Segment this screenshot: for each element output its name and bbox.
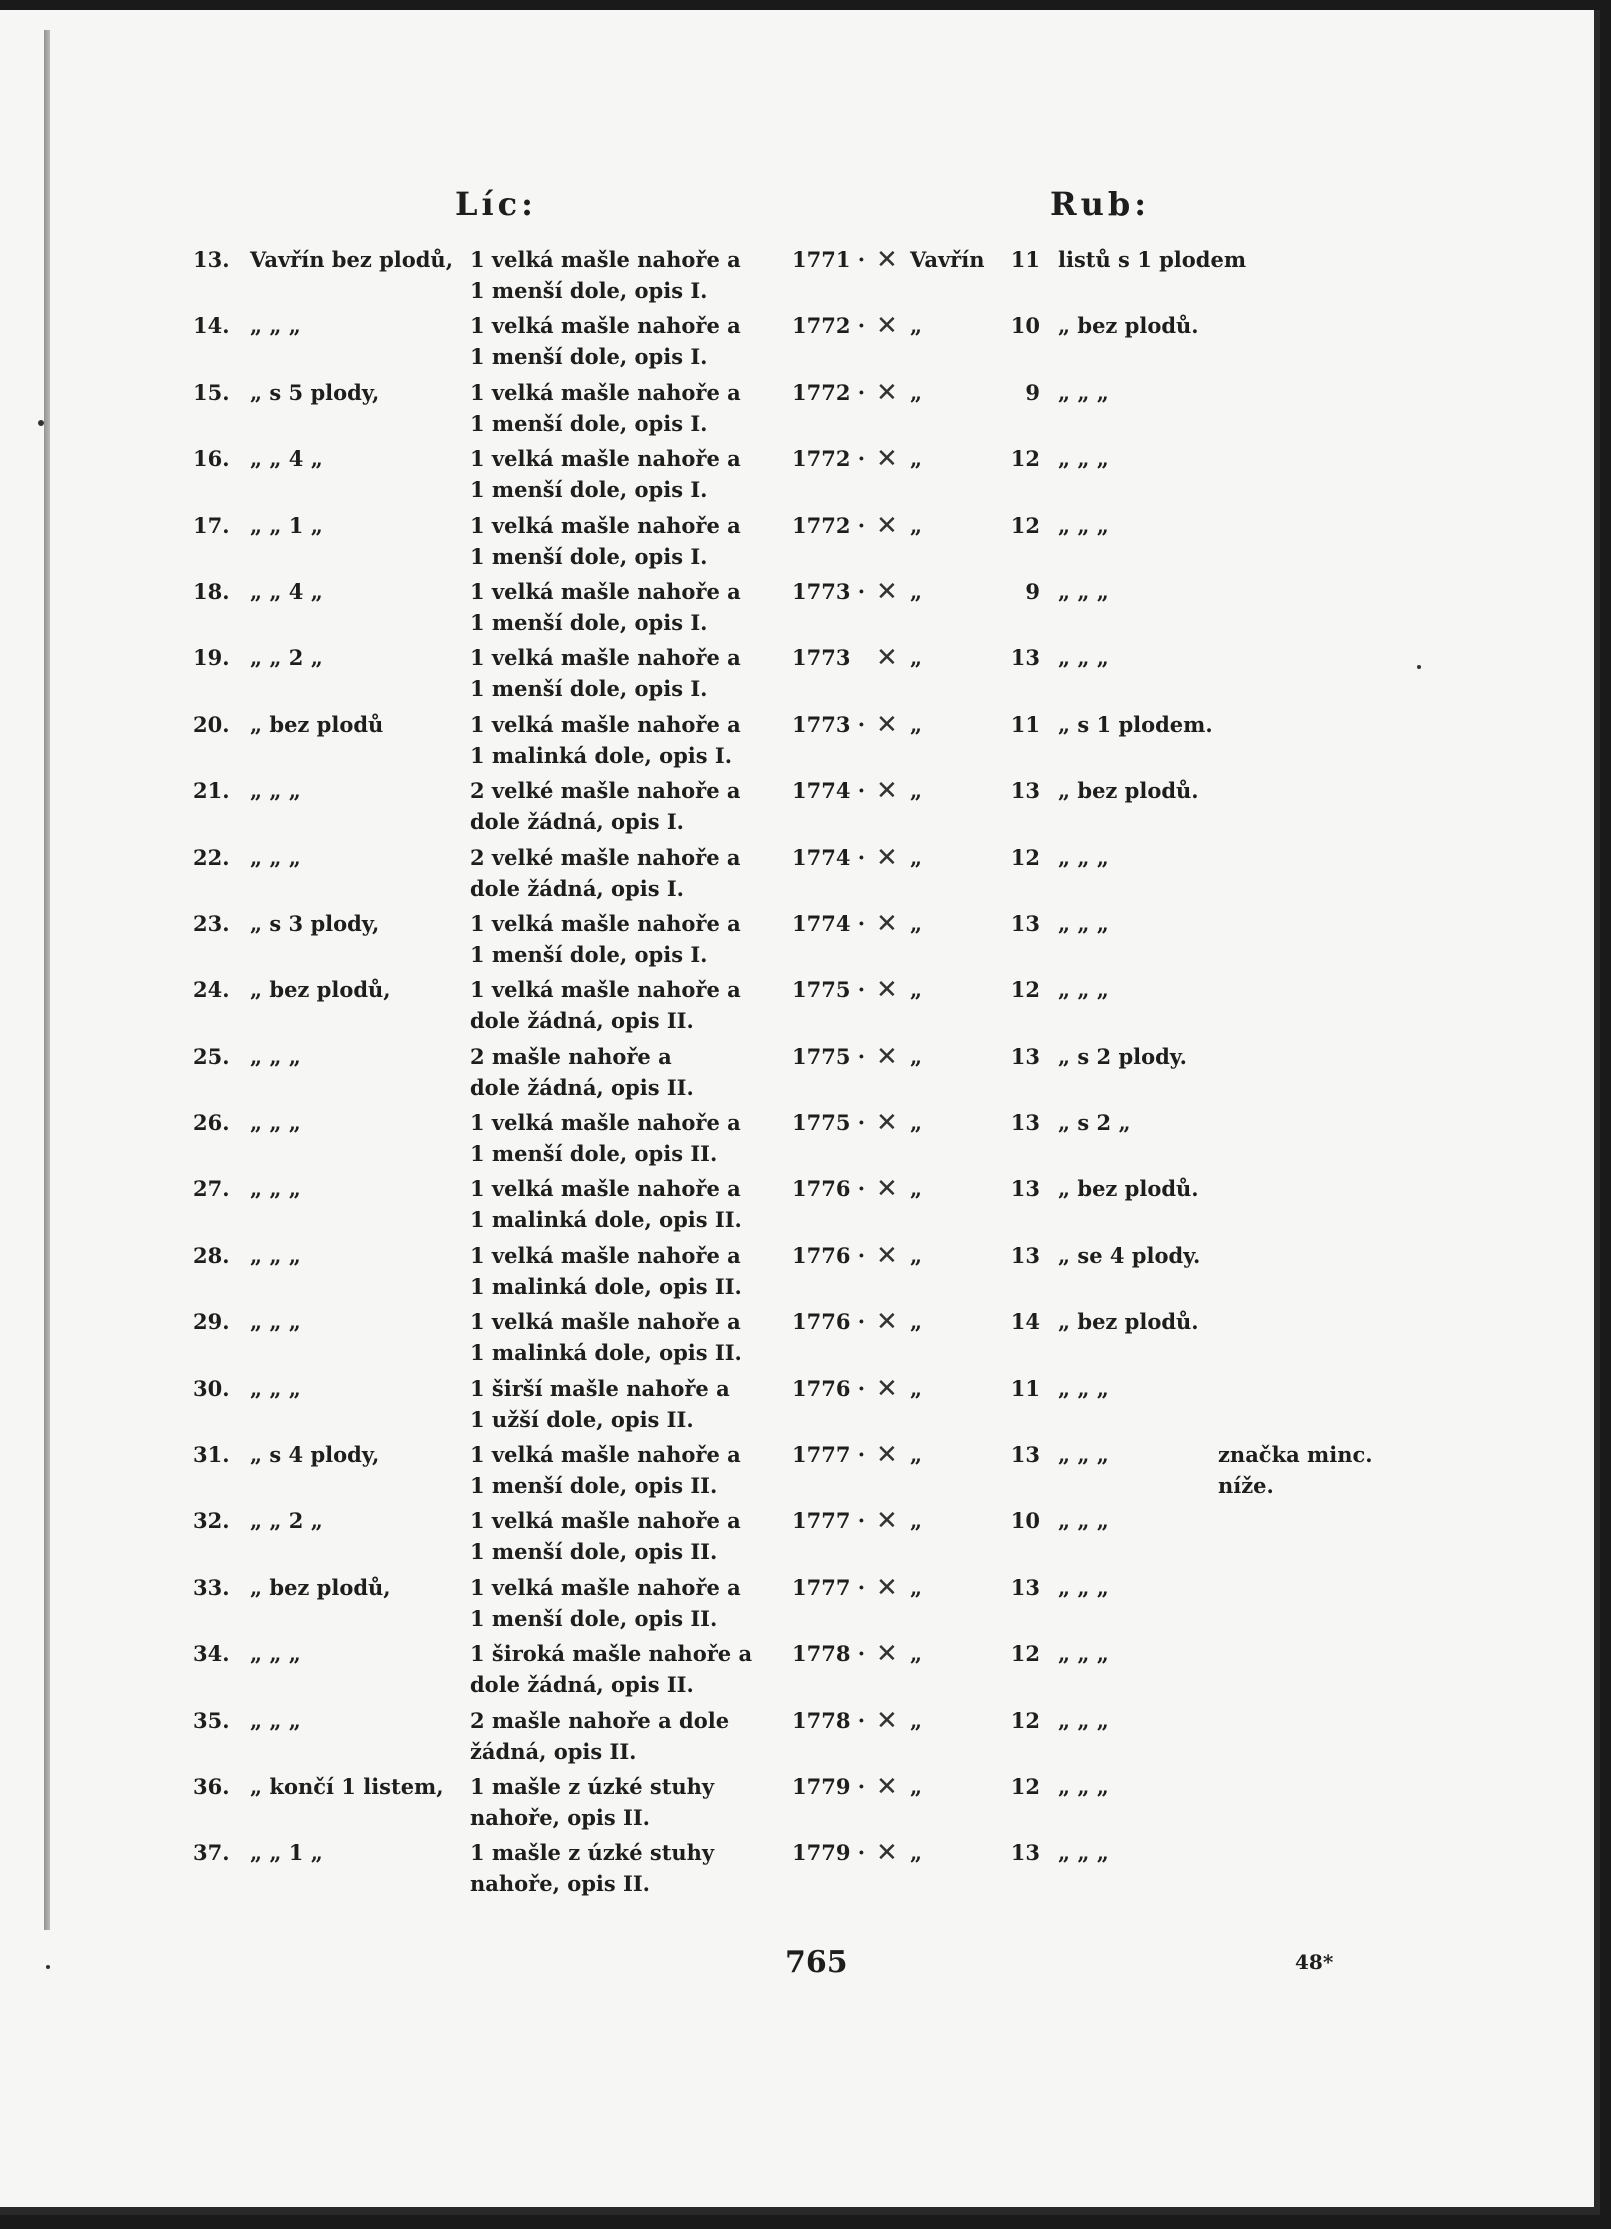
obverse-description: „ končí 1 listem, — [250, 1773, 444, 1799]
reverse-description: „ — [910, 1242, 923, 1268]
obverse-detail-line1: 1 velká mašle nahoře a — [470, 578, 741, 604]
entry-number: 16. — [193, 446, 230, 472]
cross-mark: ✕ — [876, 1572, 898, 1603]
obverse-detail-line1: 1 velká mašle nahoře a — [470, 645, 741, 671]
obverse-detail-line2: 1 menší dole, opis II. — [470, 1539, 718, 1565]
reverse-description: „ — [910, 379, 923, 405]
obverse-detail-line1: 1 velká mašle nahoře a — [470, 1574, 741, 1600]
obverse-detail-line2: 1 malinká dole, opis II. — [470, 1273, 742, 1299]
reverse-detail: „ s 2 plody. — [1058, 1043, 1187, 1069]
obverse-description: „ „ „ — [250, 1110, 301, 1136]
obverse-description: „ „ 4 „ — [250, 446, 323, 472]
obverse-detail-line2: 1 menší dole, opis II. — [470, 1605, 718, 1631]
reverse-description: „ — [910, 446, 923, 472]
entry-number: 35. — [193, 1707, 230, 1733]
obverse-detail-line1: 1 velká mašle nahoře a — [470, 977, 741, 1003]
leaf-count: 13 — [1010, 778, 1040, 804]
entry-year: 1777 · — [792, 1508, 866, 1534]
cross-mark: ✕ — [876, 1639, 898, 1670]
obverse-description: „ bez plodů — [250, 711, 384, 737]
leaf-count: 11 — [1010, 247, 1040, 272]
entry-year: 1773 · — [792, 578, 866, 604]
obverse-detail-line1: 2 velké mašle nahoře a — [470, 844, 741, 870]
entry-number: 18. — [193, 578, 230, 604]
cross-mark: ✕ — [876, 311, 898, 342]
reverse-detail: „ „ „ — [1058, 1574, 1109, 1600]
cross-mark: ✕ — [876, 975, 898, 1006]
table-row — [0, 1375, 1600, 1441]
entry-year: 1776 · — [792, 1176, 866, 1202]
entry-number: 21. — [193, 778, 230, 804]
table-row — [0, 777, 1600, 843]
cross-mark: ✕ — [876, 1307, 898, 1338]
entry-number: 15. — [193, 379, 230, 405]
cross-mark: ✕ — [876, 245, 898, 275]
table-row — [0, 1109, 1600, 1175]
table-row — [0, 644, 1600, 710]
obverse-detail-line2: 1 menší dole, opis I. — [470, 543, 708, 569]
obverse-detail-line2: 1 menší dole, opis I. — [470, 278, 708, 303]
obverse-detail-line2: 1 menší dole, opis I. — [470, 477, 708, 503]
reverse-detail: „ „ „ — [1058, 578, 1109, 604]
reverse-description: „ — [910, 1840, 923, 1866]
entry-number: 23. — [193, 910, 230, 936]
obverse-detail-line2: 1 menší dole, opis II. — [470, 1141, 718, 1167]
obverse-detail-line2: žádná, opis II. — [470, 1738, 637, 1764]
reverse-detail: „ bez plodů. — [1058, 313, 1199, 339]
cross-mark: ✕ — [876, 510, 898, 541]
obverse-description: „ „ „ — [250, 1043, 301, 1069]
reverse-detail: „ „ „ — [1058, 1508, 1109, 1534]
cross-mark: ✕ — [876, 842, 898, 873]
obverse-detail-line2: 1 menší dole, opis II. — [470, 1473, 718, 1499]
reverse-description: „ — [910, 578, 923, 604]
obverse-detail-line1: 1 velká mašle nahoře a — [470, 910, 741, 936]
reverse-detail: „ bez plodů. — [1058, 778, 1199, 804]
reverse-detail: „ „ „ — [1058, 910, 1109, 936]
entry-number: 37. — [193, 1840, 230, 1866]
entry-year: 1771 · — [792, 247, 866, 272]
leaf-count: 13 — [1010, 1176, 1040, 1202]
table-row — [0, 1640, 1600, 1706]
cross-mark: ✕ — [876, 377, 898, 408]
entry-number: 32. — [193, 1508, 230, 1534]
entry-year: 1776 · — [792, 1375, 866, 1401]
obverse-detail-line2: 1 menší dole, opis I. — [470, 609, 708, 635]
obverse-description: „ s 4 plody, — [250, 1442, 380, 1468]
obverse-detail-line2: 1 malinká dole, opis I. — [470, 742, 733, 768]
obverse-detail-line1: 1 mašle z úzké stuhy — [470, 1773, 715, 1799]
document-page — [0, 10, 1600, 2215]
reverse-detail: „ „ „ — [1058, 379, 1109, 405]
leaf-count: 13 — [1010, 910, 1040, 936]
entry-year: 1774 · — [792, 910, 866, 936]
table-row — [0, 312, 1600, 378]
obverse-description: „ „ „ — [250, 844, 301, 870]
obverse-detail-line1: 1 velká mašle nahoře a — [470, 1176, 741, 1202]
reverse-detail: „ bez plodů. — [1058, 1176, 1199, 1202]
entry-year: 1779 · — [792, 1840, 866, 1866]
reverse-detail: „ „ „ — [1058, 977, 1109, 1003]
cross-mark: ✕ — [876, 1174, 898, 1205]
reverse-detail: listů s 1 plodem — [1058, 247, 1247, 272]
obverse-description: „ „ „ — [250, 1641, 301, 1667]
entry-year: 1772 · — [792, 512, 866, 538]
entry-number: 28. — [193, 1242, 230, 1268]
obverse-description: „ „ 4 „ — [250, 578, 323, 604]
leaf-count: 13 — [1010, 1442, 1040, 1468]
leaf-count: 12 — [1010, 1707, 1040, 1733]
obverse-description: „ „ „ — [250, 1309, 301, 1335]
obverse-description: „ „ 2 „ — [250, 645, 323, 671]
reverse-description: „ — [910, 1442, 923, 1468]
entry-note-line2: níže. — [1218, 1473, 1274, 1499]
scan-speck — [38, 420, 44, 426]
obverse-detail-line1: 1 velká mašle nahoře a — [470, 1442, 741, 1468]
entry-number: 17. — [193, 512, 230, 538]
entry-number: 31. — [193, 1442, 230, 1468]
cross-mark: ✕ — [876, 1506, 898, 1537]
entry-number: 22. — [193, 844, 230, 870]
leaf-count: 11 — [1010, 711, 1040, 737]
entry-number: 13. — [193, 247, 230, 272]
entry-year: 1778 · — [792, 1641, 866, 1667]
leaf-count: 12 — [1010, 446, 1040, 472]
entry-number: 33. — [193, 1574, 230, 1600]
leaf-count: 10 — [1010, 313, 1040, 339]
entry-number: 30. — [193, 1375, 230, 1401]
page-number: 765 — [785, 1945, 848, 1980]
reverse-description: „ — [910, 1773, 923, 1799]
obverse-detail-line1: 1 velká mašle nahoře a — [470, 247, 741, 272]
reverse-description: „ — [910, 1641, 923, 1667]
obverse-detail-line1: 1 velká mašle nahoře a — [470, 1508, 741, 1534]
entry-year: 1773 — [792, 645, 851, 671]
leaf-count: 11 — [1010, 1375, 1040, 1401]
entry-year: 1775 · — [792, 1110, 866, 1136]
leaf-count: 13 — [1010, 1043, 1040, 1069]
reverse-detail: „ „ „ — [1058, 1840, 1109, 1866]
obverse-detail-line2: dole žádná, opis II. — [470, 1074, 694, 1100]
obverse-description: „ bez plodů, — [250, 1574, 391, 1600]
cross-mark: ✕ — [876, 1771, 898, 1802]
table-row — [0, 976, 1600, 1042]
obverse-description: „ „ 1 „ — [250, 512, 323, 538]
table-row — [0, 1839, 1600, 1905]
cross-mark: ✕ — [876, 643, 898, 674]
obverse-detail-line2: 1 menší dole, opis I. — [470, 676, 708, 702]
reverse-description: „ — [910, 512, 923, 538]
table-row — [0, 1707, 1600, 1773]
reverse-description: „ — [910, 778, 923, 804]
table-row — [0, 1574, 1600, 1640]
obverse-description: „ „ „ — [250, 1707, 301, 1733]
obverse-description: Vavřín bez plodů, — [250, 247, 454, 272]
heading-obverse: Líc: — [455, 185, 537, 223]
leaf-count: 14 — [1010, 1309, 1040, 1335]
obverse-detail-line2: dole žádná, opis II. — [470, 1008, 694, 1034]
reverse-description: „ — [910, 711, 923, 737]
leaf-count: 13 — [1010, 1110, 1040, 1136]
entry-year: 1775 · — [792, 1043, 866, 1069]
page-edge-bottom — [0, 2207, 1600, 2215]
cross-mark: ✕ — [876, 1108, 898, 1139]
obverse-detail-line1: 1 široká mašle nahoře a — [470, 1641, 753, 1667]
reverse-detail: „ „ „ — [1058, 1442, 1109, 1468]
entry-year: 1777 · — [792, 1574, 866, 1600]
leaf-count: 10 — [1010, 1508, 1040, 1534]
leaf-count: 12 — [1010, 1641, 1040, 1667]
reverse-detail: „ bez plodů. — [1058, 1309, 1199, 1335]
obverse-detail-line2: 1 malinká dole, opis II. — [470, 1340, 742, 1366]
obverse-description: „ s 5 plody, — [250, 379, 380, 405]
reverse-description: „ — [910, 1043, 923, 1069]
reverse-description: „ — [910, 1375, 923, 1401]
obverse-detail-line1: 2 mašle nahoře a dole — [470, 1707, 730, 1733]
cross-mark: ✕ — [876, 709, 898, 740]
obverse-detail-line2: nahoře, opis II. — [470, 1804, 650, 1830]
reverse-detail: „ s 2 „ — [1058, 1110, 1131, 1136]
obverse-detail-line1: 1 širší mašle nahoře a — [470, 1375, 730, 1401]
obverse-detail-line1: 1 velká mašle nahoře a — [470, 1242, 741, 1268]
entry-year: 1773 · — [792, 711, 866, 737]
entry-year: 1777 · — [792, 1442, 866, 1468]
entry-number: 20. — [193, 711, 230, 737]
reverse-description: „ — [910, 1110, 923, 1136]
leaf-count: 9 — [1025, 379, 1040, 405]
obverse-description: „ „ „ — [250, 1375, 301, 1401]
obverse-detail-line1: 1 mašle z úzké stuhy — [470, 1840, 715, 1866]
obverse-description: „ „ 2 „ — [250, 1508, 323, 1534]
cross-mark: ✕ — [876, 908, 898, 939]
obverse-detail-line1: 1 velká mašle nahoře a — [470, 446, 741, 472]
obverse-detail-line2: 1 užší dole, opis II. — [470, 1406, 694, 1432]
reverse-detail: „ „ „ — [1058, 645, 1109, 671]
obverse-detail-line2: dole žádná, opis I. — [470, 809, 684, 835]
table-row — [0, 578, 1600, 644]
leaf-count: 12 — [1010, 844, 1040, 870]
obverse-detail-line2: 1 menší dole, opis I. — [470, 344, 708, 370]
entry-year: 1774 · — [792, 778, 866, 804]
table-row — [0, 1175, 1600, 1241]
cross-mark: ✕ — [876, 1041, 898, 1072]
obverse-detail-line1: 1 velká mašle nahoře a — [470, 1309, 741, 1335]
entry-year: 1779 · — [792, 1773, 866, 1799]
entry-number: 36. — [193, 1773, 230, 1799]
obverse-detail-line1: 1 velká mašle nahoře a — [470, 313, 741, 339]
leaf-count: 13 — [1010, 1840, 1040, 1866]
obverse-detail-line1: 1 velká mašle nahoře a — [470, 711, 741, 737]
reverse-detail: „ s 1 plodem. — [1058, 711, 1213, 737]
scan-speck — [46, 1965, 50, 1969]
reverse-description: „ — [910, 645, 923, 671]
entry-number: 24. — [193, 977, 230, 1003]
obverse-detail-line1: 1 velká mašle nahoře a — [470, 512, 741, 538]
leaf-count: 13 — [1010, 1242, 1040, 1268]
cross-mark: ✕ — [876, 1240, 898, 1271]
entry-number: 14. — [193, 313, 230, 339]
table-row — [0, 711, 1600, 777]
entry-note-line1: značka minc. — [1218, 1442, 1373, 1468]
entry-year: 1775 · — [792, 977, 866, 1003]
obverse-description: „ „ „ — [250, 1176, 301, 1202]
reverse-description: „ — [910, 313, 923, 339]
leaf-count: 12 — [1010, 512, 1040, 538]
reverse-detail: „ „ „ — [1058, 512, 1109, 538]
table-row — [0, 1773, 1600, 1839]
catalog-table — [0, 246, 1600, 1906]
leaf-count: 12 — [1010, 1773, 1040, 1799]
reverse-description: „ — [910, 844, 923, 870]
obverse-detail-line1: 2 mašle nahoře a — [470, 1043, 672, 1069]
reverse-detail: „ se 4 plody. — [1058, 1242, 1201, 1268]
reverse-detail: „ „ „ — [1058, 1707, 1109, 1733]
obverse-description: „ bez plodů, — [250, 977, 391, 1003]
table-row — [0, 512, 1600, 578]
table-row — [0, 1507, 1600, 1573]
entry-number: 27. — [193, 1176, 230, 1202]
reverse-description: „ — [910, 910, 923, 936]
obverse-detail-line1: 1 velká mašle nahoře a — [470, 1110, 741, 1136]
obverse-detail-line1: 2 velké mašle nahoře a — [470, 778, 741, 804]
obverse-detail-line2: nahoře, opis II. — [470, 1871, 650, 1897]
table-row — [0, 1043, 1600, 1109]
table-row — [0, 246, 1600, 312]
table-row — [0, 844, 1600, 910]
obverse-description: „ s 3 plody, — [250, 910, 380, 936]
leaf-count: 9 — [1025, 578, 1040, 604]
obverse-detail-line2: 1 malinká dole, opis II. — [470, 1207, 742, 1233]
entry-number: 34. — [193, 1641, 230, 1667]
cross-mark: ✕ — [876, 1838, 898, 1869]
cross-mark: ✕ — [876, 444, 898, 475]
reverse-detail: „ „ „ — [1058, 446, 1109, 472]
entry-number: 29. — [193, 1309, 230, 1335]
reverse-description: „ — [910, 1707, 923, 1733]
cross-mark: ✕ — [876, 776, 898, 807]
reverse-detail: „ „ „ — [1058, 1773, 1109, 1799]
heading-reverse: Rub: — [1050, 185, 1151, 223]
reverse-description: „ — [910, 1309, 923, 1335]
entry-number: 25. — [193, 1043, 230, 1069]
leaf-count: 13 — [1010, 1574, 1040, 1600]
entry-year: 1772 · — [792, 379, 866, 405]
entry-year: 1772 · — [792, 446, 866, 472]
table-row — [0, 1441, 1600, 1507]
table-row — [0, 910, 1600, 976]
leaf-count: 12 — [1010, 977, 1040, 1003]
reverse-description: „ — [910, 977, 923, 1003]
entry-year: 1778 · — [792, 1707, 866, 1733]
table-row — [0, 1242, 1600, 1308]
cross-mark: ✕ — [876, 1373, 898, 1404]
entry-number: 19. — [193, 645, 230, 671]
obverse-detail-line2: dole žádná, opis II. — [470, 1672, 694, 1698]
obverse-detail-line1: 1 velká mašle nahoře a — [470, 379, 741, 405]
obverse-description: „ „ 1 „ — [250, 1840, 323, 1866]
obverse-detail-line2: 1 menší dole, opis I. — [470, 410, 708, 436]
cross-mark: ✕ — [876, 1705, 898, 1736]
entry-year: 1776 · — [792, 1242, 866, 1268]
cross-mark: ✕ — [876, 1440, 898, 1471]
cross-mark: ✕ — [876, 576, 898, 607]
reverse-description: „ — [910, 1176, 923, 1202]
obverse-description: „ „ „ — [250, 313, 301, 339]
entry-number: 26. — [193, 1110, 230, 1136]
signature-mark: 48* — [1295, 1950, 1334, 1974]
table-row — [0, 379, 1600, 445]
table-row — [0, 1308, 1600, 1374]
reverse-description: Vavřín — [910, 247, 985, 272]
table-row — [0, 445, 1600, 511]
reverse-detail: „ „ „ — [1058, 1641, 1109, 1667]
reverse-description: „ — [910, 1574, 923, 1600]
obverse-detail-line2: dole žádná, opis I. — [470, 875, 684, 901]
reverse-description: „ — [910, 1508, 923, 1534]
obverse-description: „ „ „ — [250, 1242, 301, 1268]
reverse-detail: „ „ „ — [1058, 844, 1109, 870]
entry-year: 1774 · — [792, 844, 866, 870]
entry-year: 1772 · — [792, 313, 866, 339]
scan-speck — [1417, 665, 1421, 669]
leaf-count: 13 — [1010, 645, 1040, 671]
obverse-description: „ „ „ — [250, 778, 301, 804]
reverse-detail: „ „ „ — [1058, 1375, 1109, 1401]
entry-year: 1776 · — [792, 1309, 866, 1335]
obverse-detail-line2: 1 menší dole, opis I. — [470, 941, 708, 967]
